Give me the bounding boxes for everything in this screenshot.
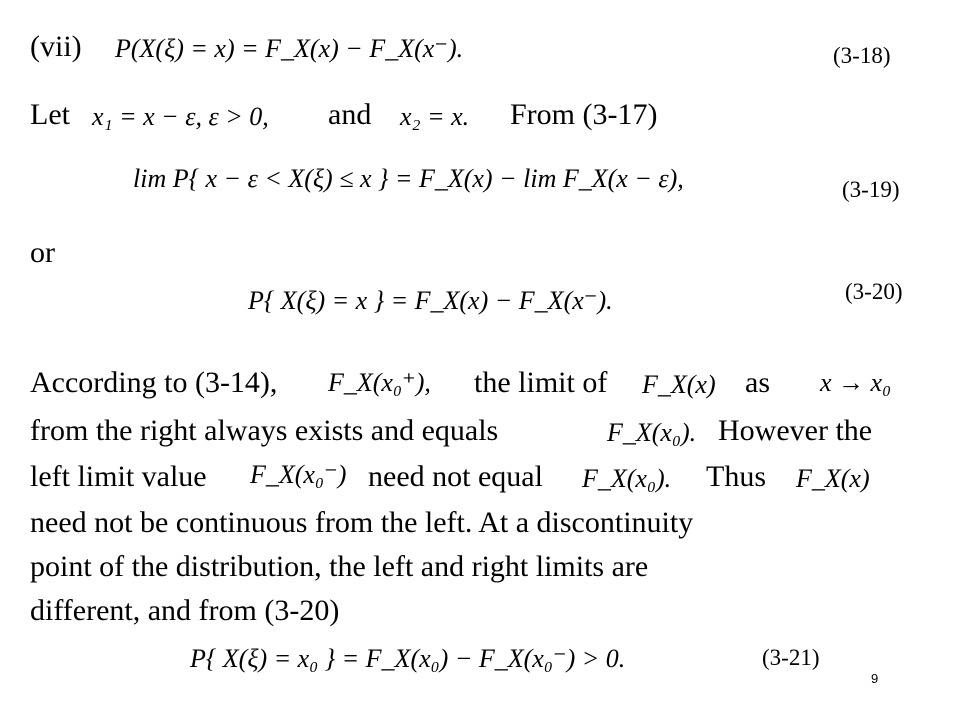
let-text: Let bbox=[30, 98, 70, 131]
eq-number-3-19: (3-19) bbox=[842, 177, 900, 202]
line2-text: from the right always exists and equals bbox=[30, 414, 499, 447]
line5-text: point of the distribution, the left and right limits are bbox=[30, 550, 649, 583]
x2-definition: x₂ = x. bbox=[400, 102, 470, 131]
fx-x0-plus: F_X(x₀⁺), bbox=[328, 368, 431, 397]
from-3-17-text: From (3-17) bbox=[510, 98, 658, 131]
as-text: as bbox=[745, 366, 770, 399]
left-limit-value-text: left limit value bbox=[30, 460, 207, 493]
line6-text: different, and from (3-20) bbox=[30, 594, 340, 627]
line4-text: need not be continuous from the left. At a discontinuity bbox=[30, 506, 694, 539]
formula-3-20: P{ X(ξ) = x } = F_X(x) − F_X(x⁻). bbox=[248, 286, 613, 315]
or-text: or bbox=[30, 236, 55, 269]
eq-number-3-21: (3-21) bbox=[762, 645, 820, 670]
need-not-equal-text: need not equal bbox=[368, 460, 543, 493]
according-to-text: According to (3-14), bbox=[30, 366, 278, 399]
fx-x0-b: F_X(x₀). bbox=[582, 464, 672, 493]
formula-3-21: P{ X(ξ) = x₀ } = F_X(x₀) − F_X(x₀⁻) > 0. bbox=[190, 644, 626, 673]
formula-3-18: P(X(ξ) = x) = F_X(x) − F_X(x⁻). bbox=[115, 34, 464, 63]
eq-number-3-18: (3-18) bbox=[833, 43, 891, 68]
page-number: 9 bbox=[871, 671, 879, 686]
x1-definition: x₁ = x − ε, ε > 0, bbox=[92, 102, 269, 131]
x-to-x0: x → x₀ bbox=[820, 368, 892, 397]
fx-x0-minus: F_X(x₀⁻) bbox=[250, 460, 347, 489]
fx-x-b: F_X(x) bbox=[796, 464, 870, 493]
however-the-text: However the bbox=[718, 414, 873, 447]
formula-3-19: lim P{ x − ε < X(ξ) ≤ x } = F_X(x) − lim F_X(x − ε), bbox=[133, 164, 684, 193]
item-vii-label: (vii) bbox=[30, 30, 82, 63]
and-text: and bbox=[328, 98, 372, 131]
the-limit-of-text: the limit of bbox=[474, 366, 608, 399]
thus-text: Thus bbox=[706, 460, 766, 493]
eq-number-3-20: (3-20) bbox=[845, 279, 903, 304]
fx-x0-a: F_X(x₀). bbox=[607, 418, 697, 447]
fx-x: F_X(x) bbox=[642, 370, 716, 399]
